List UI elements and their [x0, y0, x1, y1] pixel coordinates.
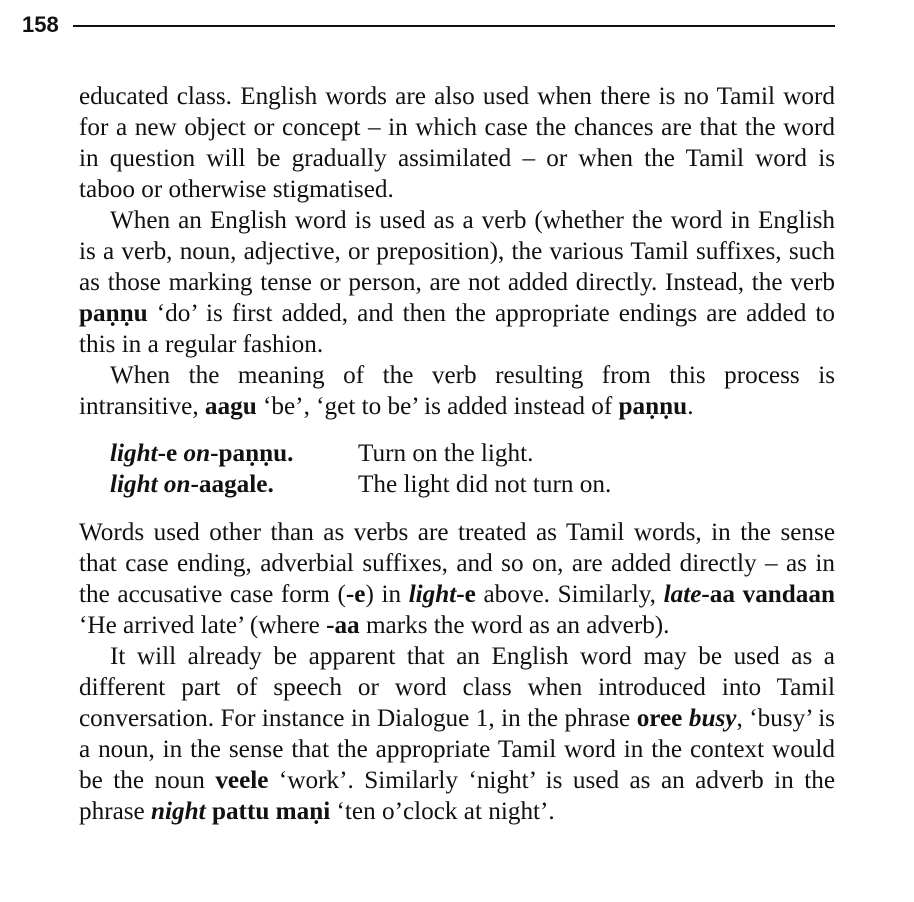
text-run: above. Similarly, — [475, 581, 664, 608]
text-run: , ‘busy’ is a noun, in the sense that the appropriate Tamil word in the context would be the noun — [79, 705, 835, 794]
text-run: ‘He arrived late’ (where — [79, 612, 327, 639]
text-run: marks the word as an adverb). — [359, 612, 670, 639]
paragraph-3 — [79, 360, 835, 422]
bold-term: pattu maṇi — [211, 798, 331, 825]
text-run: ‘be’, ‘get to be’ is added instead of — [256, 393, 619, 420]
bold-term: -paṇṇu. — [210, 440, 294, 467]
paragraph-4 — [79, 517, 835, 641]
example-translation: The light did not turn on. — [358, 471, 612, 498]
text-run: When the meaning of the verb resulting from this process is intransitive, — [79, 362, 835, 420]
paragraph-5 — [79, 641, 835, 827]
page-body — [79, 81, 835, 827]
text-run: When an English word is used as a verb (whether the word in English is a verb, noun, adjective, or preposition), the various Tamil suffixes, such as those marking tense or person, are not added directly. Instead, the verb — [79, 207, 835, 296]
text-run: ‘ten o’clock at night’. — [330, 798, 555, 825]
bold-term: oree — [636, 705, 683, 732]
example-tamil — [110, 438, 358, 469]
text-run: ‘work’. Similarly ‘night’ is used as an adverb in the phrase — [79, 767, 836, 825]
bold-italic-term: late — [663, 581, 702, 608]
bold-italic-term: light — [408, 581, 457, 608]
text-run: ) in — [365, 581, 409, 608]
page-number: 158 — [22, 12, 59, 37]
paragraph-1 — [79, 81, 835, 205]
bold-term: -aa vandaan — [701, 581, 835, 608]
example-row-1 — [110, 438, 835, 469]
bold-term: -aagale. — [190, 471, 274, 498]
example-list — [110, 438, 835, 500]
bold-italic-term: light — [110, 440, 158, 467]
page-header — [22, 10, 835, 40]
bold-term: paṇṇu — [79, 300, 148, 327]
example-tamil — [110, 469, 358, 500]
example-row-2 — [110, 469, 835, 500]
bold-italic-term: light on — [110, 471, 191, 498]
text-run: It will already be apparent that an English word may be used as a different part of speech or word class when introduced into Tamil conversation. For instance in Dialogue 1, in the phrase — [79, 643, 835, 732]
bold-term: aagu — [204, 393, 257, 420]
bold-term: -e — [456, 581, 476, 608]
bold-term: veele — [215, 767, 269, 794]
text-run: educated class. English words are also used when there is no Tamil word for a new object or concept – in which case the chances are that the word in question will be gradually assimilated – or when the Tamil word is taboo or otherwise stigmatised. — [79, 83, 835, 203]
bold-term: -aa — [326, 612, 360, 639]
bold-term: -e — [345, 581, 366, 608]
bold-term: -e — [157, 440, 184, 467]
example-translation: Turn on the light. — [358, 440, 534, 467]
bold-italic-term: busy — [688, 705, 737, 732]
paragraph-2 — [79, 205, 835, 360]
text-run: Words used other than as verbs are treated as Tamil words, in the sense that case ending, adverbial suffixes, and so on, are added directly – as in the accusative case form ( — [79, 519, 835, 608]
text-run: . — [687, 393, 694, 420]
bold-italic-term: on — [183, 440, 211, 467]
bold-term: paṇṇu — [618, 393, 688, 420]
header-rule — [73, 25, 835, 27]
bold-italic-term: night — [151, 798, 206, 825]
text-run: ‘do’ is first added, and then the appropriate endings are added to this in a regular fashion. — [79, 300, 835, 358]
